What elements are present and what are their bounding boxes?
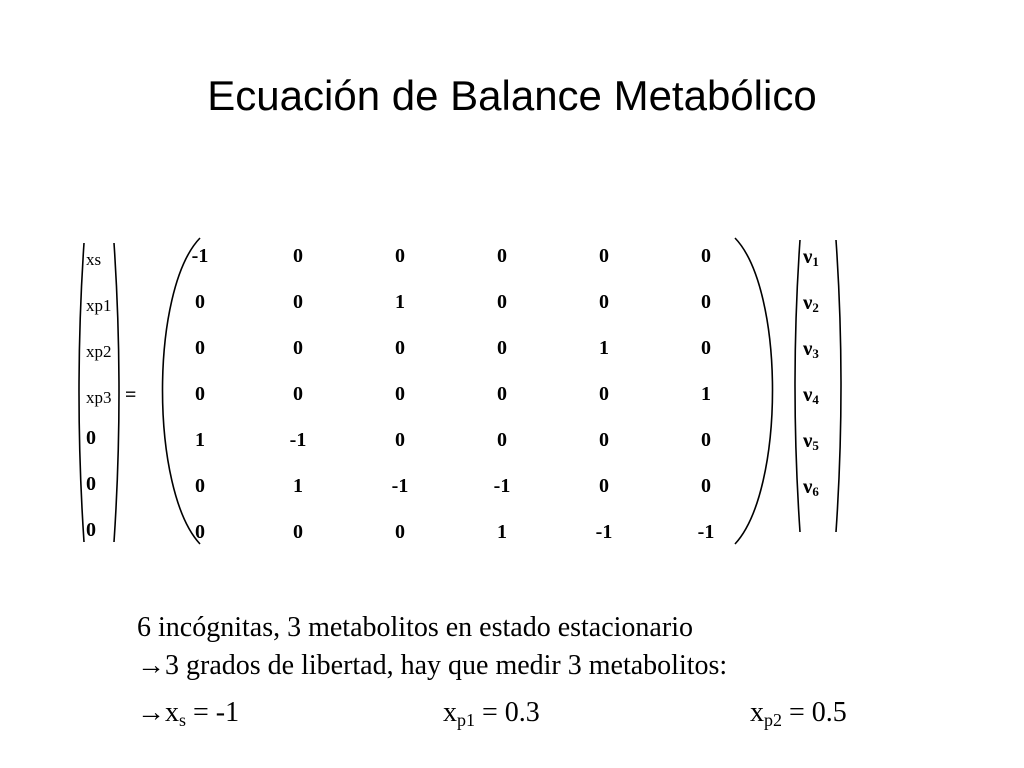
flux-entry: $\nu_5$ (803, 428, 819, 453)
matrix-cell: 0 (195, 291, 205, 313)
matrix-right-paren (735, 238, 773, 544)
lhs-entry: 0 (86, 519, 96, 541)
matrix-cell: 1 (293, 475, 303, 497)
flux-entry: $\nu_1$ (803, 244, 819, 269)
flux-entry: $\nu_6$ (803, 474, 819, 499)
lhs-entry: 0 (86, 473, 96, 495)
matrix-cell: 0 (195, 475, 205, 497)
lhs-entry: xs (86, 250, 102, 269)
equals-sign: = (125, 384, 137, 406)
matrix-cell: 0 (395, 521, 405, 543)
matrix-cell: 0 (293, 291, 303, 313)
matrix-cell: 1 (195, 429, 205, 451)
lhs-entry: 0 (86, 427, 96, 449)
matrix-cell: 0 (395, 429, 405, 451)
matrix-cell: -1 (191, 245, 209, 267)
matrix-cell: 0 (599, 429, 609, 451)
lhs-right-paren (114, 243, 119, 542)
matrix-cell: 0 (195, 337, 205, 359)
lhs-entry: xp2 (86, 342, 112, 361)
matrix-cell: 0 (293, 521, 303, 543)
matrix-cell: 0 (599, 475, 609, 497)
matrix-cell: 0 (599, 291, 609, 313)
measurement-xp1: $x_{p1} = 0.3$ (443, 697, 540, 730)
matrix-cell: -1 (595, 521, 613, 543)
page-title: Ecuación de Balance Metabólico (207, 72, 817, 119)
flux-entry: $\nu_4$ (803, 382, 819, 407)
matrix-cell: 1 (599, 337, 609, 359)
measurement-xs: $\to x_s = -1$ (137, 697, 240, 730)
text-line-2: →3 grados de libertad, hay que medir 3 metabolitos: (137, 650, 728, 681)
lhs-entry: xp1 (86, 296, 112, 315)
matrix-cell: 0 (395, 337, 405, 359)
matrix-cell: -1 (289, 429, 307, 451)
matrix-cell: 0 (701, 475, 711, 497)
nu-left-paren (795, 240, 800, 532)
matrix-cell: 0 (497, 245, 507, 267)
matrix-cell: 0 (497, 291, 507, 313)
matrix-cell: 0 (497, 337, 507, 359)
matrix-cell: 0 (701, 429, 711, 451)
lhs-entry: xp3 (86, 388, 112, 407)
matrix-cell: 0 (395, 245, 405, 267)
matrix-cell: 1 (395, 291, 405, 313)
text-line-1: 6 incógnitas, 3 metabolitos en estado estacionario (137, 612, 693, 643)
matrix-cell: 0 (599, 245, 609, 267)
matrix-cell: 0 (395, 383, 405, 405)
flux-entry: $\nu_2$ (803, 290, 819, 315)
matrix-cell: 0 (599, 383, 609, 405)
matrix-cell: 0 (293, 245, 303, 267)
matrix-cell: 0 (701, 291, 711, 313)
matrix-cell: -1 (391, 475, 409, 497)
arrow-icon: → (137, 650, 165, 681)
lhs-left-paren (79, 243, 84, 542)
matrix-cell: 0 (701, 245, 711, 267)
matrix-cell: 0 (293, 337, 303, 359)
matrix-cell: 0 (293, 383, 303, 405)
matrix-cell: 1 (497, 521, 507, 543)
flux-entry: $\nu_3$ (803, 336, 819, 361)
matrix-cell: 0 (701, 337, 711, 359)
matrix-cell: 0 (195, 521, 205, 543)
measurements-line (0, 696, 1024, 736)
matrix-cell: -1 (697, 521, 715, 543)
arrow-icon: → (137, 697, 165, 728)
matrix-cell: -1 (493, 475, 511, 497)
matrix-cell: 1 (701, 383, 711, 405)
matrix-cell: 0 (195, 383, 205, 405)
nu-right-paren (836, 240, 841, 532)
matrix-cell: 0 (497, 383, 507, 405)
matrix-cell: 0 (497, 429, 507, 451)
measurement-xp2: $x_{p2} = 0.5$ (750, 697, 847, 730)
